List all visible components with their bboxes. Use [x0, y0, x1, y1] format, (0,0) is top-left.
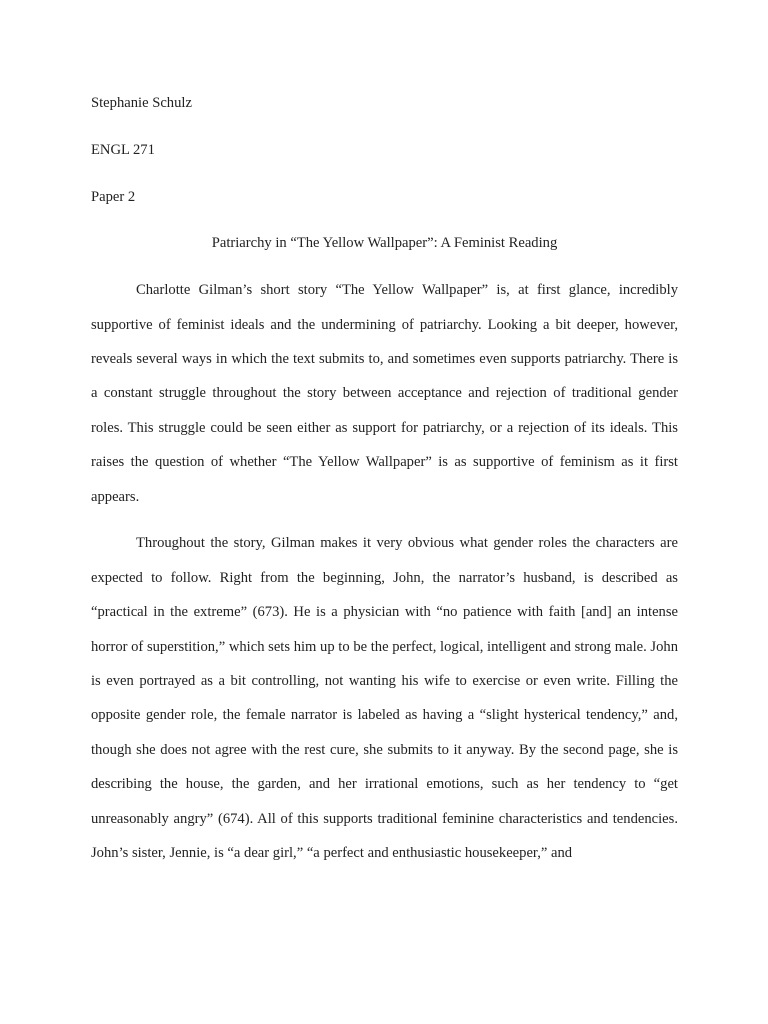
- assignment-label: Paper 2: [91, 188, 136, 205]
- paragraph-1: Charlotte Gilman’s short story “The Yellow Wallpaper” is, at first glance, incredibly supportive of feminist ideals and the undermining of patriarchy. Looking a bit deeper, however, reveals several ways in which the text submits to, and sometimes even supports patriarchy. There is a constant struggle throughout the story between acceptance and rejection of traditional gender roles. This struggle could be seen either as support for patriarchy, or a rejection of its ideals. This raises the question of whether “The Yellow Wallpaper” is as supportive of feminism as it first appears.: [91, 282, 678, 505]
- paragraph-2: Throughout the story, Gilman makes it very obvious what gender roles the characters are expected to follow. Right from the beginning, John, the narrator’s husband, is described as “practical in the extreme” (673). He is a physician with “no patience with faith [and] an intense horror of superstition,” which sets him up to be the perfect, logical, intelligent and strong male. John is even portrayed as a bit controlling, not wanting his wife to exercise or even write. Filling the opposite gender role, the female narrator is labeled as having a “slight hysterical tendency,” and, though she does not agree with the rest cure, she submits to it anyway. By the second page, she is describing the house, the garden, and her irrational emotions, such as her tendency to “get unreasonably angry” (674). All of this supports traditional feminine characteristics and tendencies. John’s sister, Jennie, is “a dear girl,” “a perfect and enthusiastic housekeeper,” and: [91, 535, 678, 862]
- course-code: ENGL 271: [91, 141, 155, 158]
- document-body: [91, 86, 678, 870]
- essay-title: Patriarchy in “The Yellow Wallpaper”: A Feminist Reading: [211, 235, 558, 252]
- author-name: Stephanie Schulz: [91, 95, 192, 111]
